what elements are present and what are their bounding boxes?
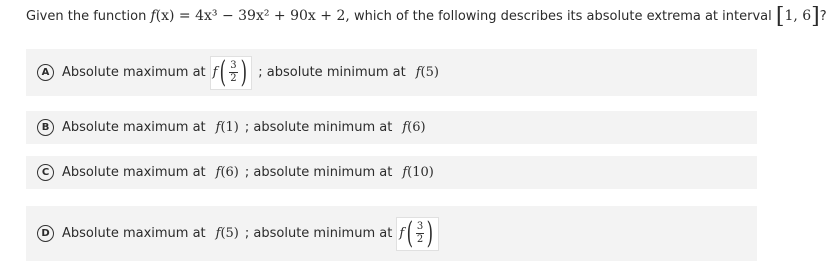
numerator: 3 — [230, 60, 237, 71]
option-letter: A — [37, 64, 54, 81]
max-expression: f(1) — [215, 120, 239, 135]
denominator: 2 — [416, 234, 424, 245]
option-letter: B — [37, 119, 54, 136]
min-label: ; absolute minimum at — [244, 120, 393, 135]
min-label: ; absolute minimum at — [244, 226, 393, 241]
fraction — [229, 60, 237, 85]
max-label: Absolute maximum at — [62, 65, 206, 80]
min-expression: f(10) — [402, 165, 434, 180]
min-label: ; absolute minimum at — [244, 165, 393, 180]
max-label: Absolute maximum at — [62, 165, 206, 180]
min-expression: f(6) — [402, 120, 426, 135]
function-name: f — [150, 8, 156, 24]
min-label: ; absolute minimum at — [258, 65, 406, 80]
max-expression: f(6) — [215, 165, 239, 180]
option-c[interactable] — [26, 156, 757, 189]
interval-open-bracket: [ — [775, 4, 785, 29]
question-text — [26, 4, 827, 29]
option-letter: D — [37, 225, 54, 242]
option-d[interactable] — [26, 206, 757, 261]
question-prefix: Given the function — [26, 9, 147, 24]
interval-values: 1, 6 — [784, 8, 812, 24]
interval-close-bracket: ] — [811, 4, 820, 29]
max-label: Absolute maximum at — [62, 120, 206, 135]
function-name: f — [212, 65, 218, 80]
numerator: 3 — [416, 221, 424, 232]
max-expression: f(5) — [215, 226, 239, 241]
denominator: 2 — [230, 73, 237, 84]
question-middle: which of the following describes its absolute extrema at interval — [353, 9, 772, 24]
option-letter: C — [37, 164, 54, 181]
fraction — [416, 221, 424, 246]
function-name: f — [399, 226, 405, 241]
option-a[interactable] — [26, 49, 757, 96]
min-expression: f ( $\frac{3}{2}$ ) — [396, 217, 439, 251]
function-body: (x) = 4x³ − 39x² + 90x + 2, — [155, 8, 350, 24]
option-b[interactable] — [26, 111, 757, 144]
question-suffix: ? — [819, 9, 827, 24]
max-expression: f ( $\frac{3}{2}$ ) — [210, 56, 253, 90]
min-expression: f(5) — [415, 65, 439, 80]
function-expression — [150, 8, 349, 24]
max-label: Absolute maximum at — [62, 226, 206, 241]
